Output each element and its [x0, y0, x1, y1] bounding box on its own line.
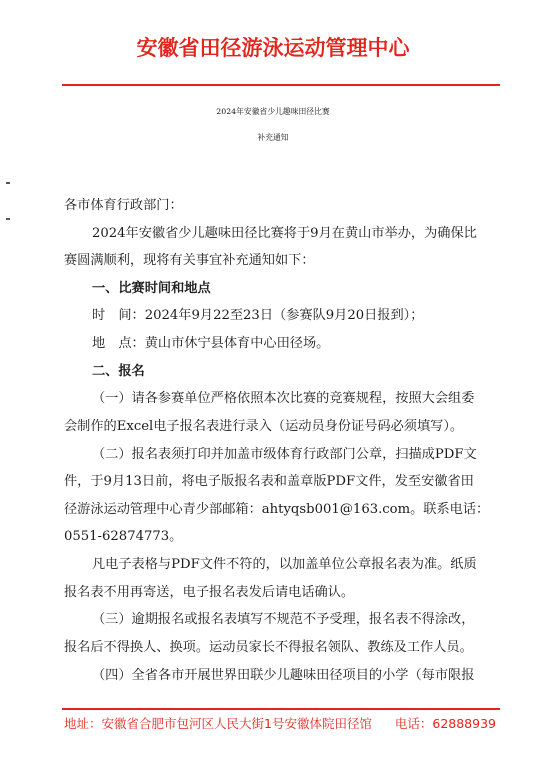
reg-item1-line2: 会制作的Excel电子报名表进行录入（运动员身份证号码必须填写）。: [64, 419, 464, 434]
footer-phone: 电话：62888939: [394, 716, 496, 731]
letterhead-org-name: 安徽省田径游泳运动管理中心: [136, 36, 410, 60]
letterhead-red-rule: [62, 84, 500, 86]
section-heading-time-place: 一、比赛时间和地点: [92, 281, 211, 296]
reg-note-line1: 凡电子表格与PDF文件不符的，以加盖单位公章报名表为准。纸质: [92, 557, 477, 572]
salutation: 各市体育行政部门：: [64, 198, 183, 213]
place-line: 地 点：黄山市休宁县体育中心田径场。: [92, 336, 330, 351]
reg-item2-line4: 0551-62874773。: [64, 529, 183, 544]
reg-item3-line2: 报名后不得换人、换项。运动员家长不得报名领队、教练及工作人员。: [64, 640, 473, 655]
reg-item2-line3: 径游泳运动管理中心青少部邮箱：ahtyqsb001@163.com。联系电话：: [64, 502, 490, 517]
footer-red-rule: [62, 708, 500, 710]
reg-note-line2: 报名表不用再寄送，电子报名表发后请电话确认。: [64, 585, 355, 600]
time-line: 时 间：2024年9月22至23日（参赛队9月20日报到）；: [92, 308, 424, 323]
footer-address: 地址：安徽省合肥市包河区人民大街1号安徽体院田径馆: [64, 716, 372, 731]
reg-item4-line1: （四）全省各市开展世界田联少儿趣味田径项目的小学（每市限报: [92, 668, 475, 683]
notice-title-line1: 2024年安徽省少儿趣味田径比赛: [216, 107, 330, 116]
section-heading-registration: 二、报名: [92, 364, 145, 379]
margin-mark: [6, 182, 10, 184]
intro-line2: 赛圆满顺利，现将有关事宜补充通知如下：: [64, 253, 315, 268]
reg-item1-line1: （一）请各参赛单位严格依照本次比赛的竞赛规程，按照大会组委: [92, 391, 475, 406]
reg-item3-line1: （三）逾期报名或报名表填写不规范不予受理，报名表不得涂改，: [92, 612, 475, 627]
reg-item2-line1: （二）报名表须打印并加盖市级体育行政部门公章，扫描成PDF文: [92, 447, 477, 462]
intro-line1: 2024年安徽省少儿趣味田径比赛将于9月在黄山市举办，为确保比: [92, 226, 477, 241]
reg-item2-line2: 件，于9月13日前，将电子版报名表和盖章版PDF文件，发至安徽省田: [64, 474, 474, 489]
margin-mark: [6, 218, 10, 220]
notice-title-line2: 补充通知: [257, 133, 289, 142]
